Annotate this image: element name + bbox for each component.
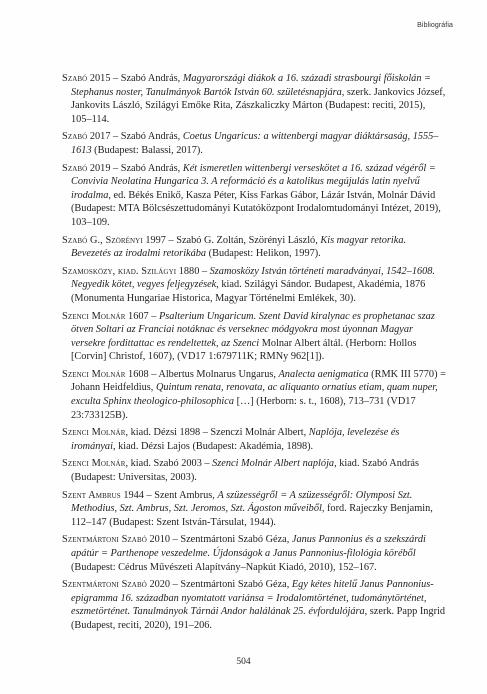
entry-text: […] (Herborn: s. t., 1608), 713–731 (VD17 23:733125B). [71, 396, 416, 421]
entry-text: (Budapest: Helikon, 1997). [206, 248, 321, 260]
entry-title: Janus Pannonius és a szekszárdi apátúr = Parthenope veszedelme. Újdonságok a Janus Pannonius-filológia köréből [71, 534, 426, 559]
entry-title: A szüzességről = A szüzességről: Olymposi Szt. Methodius, Szt. Ambrus, Szt. Jeromos, Szt. Ágoston műveiből [71, 489, 413, 515]
entry-text: 2020 – Szentmártoni Szabó Géza, [146, 579, 292, 591]
entry-title: Psalterium Ungaricum. Szent David kiralynac es prophetanac szaz ötven Soltari az Franciai notáknac és verseknec módgyokra most úyonnan Magyar versekre fordittattac es rendeltettek, az Szenci [71, 310, 435, 349]
entry-author: Szenci Molnár [62, 310, 126, 322]
bibliography-entry [62, 130, 446, 157]
bibliography-list [62, 72, 446, 637]
bibliography-entry [62, 310, 446, 364]
bibliography-entry [62, 234, 446, 261]
entry-text: , ed. Békés Enikő, Kasza Péter, Kiss Farkas Gábor, Lázár István, Molnár Dávid (Budapest: MTA Bölcsészettudományi Kutatóközpont Irodalomtudományi Intézet, 2019), 103–109. [71, 189, 441, 228]
entry-text: 2019 – Szabó András, [87, 162, 183, 174]
bibliography-entry [62, 265, 446, 306]
entry-author: Szentmártoni Szabó [62, 579, 147, 591]
entry-text: , kiad. Szabó András (Budapest: Universitas, 2003). [71, 458, 420, 484]
entry-text: , szerk. Jankovics József, Jankovits László, Szilágyi Emőke Rita, Zászkaliczky Márton (Budapest: reciti, 2015), 105–114. [71, 86, 446, 125]
bibliography-entry [62, 72, 446, 126]
bibliography-entry [62, 426, 446, 453]
entry-title: Coetus Ungaricus: a wittenbergi magyar diáktársaság, 1555–1613 [71, 131, 439, 156]
entry-title: Szamosközy István történeti maradványai, 1542–1608. Negyedik kötet, vegyes feljegyzések [71, 265, 436, 291]
bibliography-entry [62, 162, 446, 230]
entry-text: , kiad. Szilágyi Sándor. Budapest, Akadémia, 1876 (Monumenta Hungariae Historica, Magyar Történelmi Emlékek, 30). [71, 279, 426, 304]
entry-text: 2015 – Szabó András, [87, 73, 183, 84]
entry-text: 1997 – Szabó G. Zoltán, Szörényi László, [142, 234, 321, 246]
entry-author: Szabó G., Szörényi [62, 234, 143, 246]
bibliography-entry [62, 457, 446, 484]
page-number: 504 [236, 657, 251, 667]
entry-author: Szenci Molnár [62, 458, 126, 470]
entry-text: 1608 – Albertus Molnarus Ungarus, [125, 368, 279, 380]
entry-text: 1944 – Szent Ambrus, [120, 489, 218, 501]
entry-author: Szent Ambrus [62, 489, 121, 501]
bibliography-entry [62, 533, 446, 574]
entry-title: Két ismeretlen wittenbergi verseskötet a 16. század végéről = Convivia Neolatina Hungarica 3. A reformáció és a katolikus megújulás latin nyelvű irodalma [71, 162, 436, 201]
bibliography-entry [62, 578, 446, 632]
entry-text: , ford. Rajeczky Benjamin, 112–147 (Budapest: Szent István-Társulat, 1944). [71, 503, 433, 528]
running-head: Bibliográfia [417, 22, 453, 29]
entry-author: Szenci Molnár [62, 368, 126, 380]
entry-text: (Budapest: Cédrus Művészeti Alapítvány–Napkút Kiadó, 2010), 152–167. [71, 561, 377, 573]
entry-text: , kiad. Szabó 2003 – [125, 458, 213, 470]
entry-author: Szenci Molnár [62, 427, 126, 439]
entry-text: (RMK III 5770) = Johann Heidfeldius, [71, 368, 446, 394]
entry-title: Kis magyar retorika. Bevezetés az irodalmi retorikába [71, 234, 407, 260]
entry-title: Analecta aenigmatica [278, 368, 369, 380]
entry-text: 2017 – Szabó András, [87, 131, 183, 143]
entry-title: Naplója, levelezése és irományai [71, 427, 400, 452]
entry-title: Magyarországi diákok a 16. századi strasbourgi főiskolán = Stephanus noster, Tanulmányok Bartók István 60. születésnapjára [71, 73, 431, 98]
entry-text: 2010 – Szentmártoni Szabó Géza, [146, 534, 292, 546]
bibliography-entry [62, 489, 446, 530]
entry-text: , kiad. Dézsi 1898 – Szenczi Molnár Albert, [125, 427, 309, 439]
entry-author: Szabó [62, 162, 88, 174]
entry-author: Szabó [62, 131, 88, 143]
entry-text: (Budapest: Balassi, 2017). [91, 144, 203, 156]
entry-author: Szabó [62, 73, 88, 84]
entry-text: 1607 – [125, 310, 159, 322]
entry-title: Quintum renata, renovata, ac aliquanto ornatius etiam, quam nuper, exculta Sphinx theologico-philosophica [71, 382, 438, 408]
entry-title: Egy kétes hitelű Janus Pannonius-epigramma 16. században nyomtatott variánsa = Irodalomtörténet, tudománytörténet, eszmetörténet. Tanulmányok Tárnái Andor halálának 25. évfordulójára [71, 579, 434, 618]
entry-text: , szerk. Papp Ingrid (Budapest, reciti, 2020), 191–206. [71, 606, 446, 631]
entry-author: Szamosközy, kiad. Szilágyi [62, 265, 177, 277]
entry-text: Molnar Albert áltál. (Herborn: Hollos [Corvin] Christof, 1607), (VD17 1:679711K; RMNy 962[1]). [71, 337, 417, 363]
bibliography-entry [62, 368, 446, 422]
entry-text: 1880 – [176, 265, 210, 277]
entry-title: Szenci Molnár Albert naplója [212, 458, 335, 470]
entry-text: , kiad. Dézsi Lajos (Budapest: Akadémia, 1898). [112, 440, 314, 452]
entry-author: Szentmártoni Szabó [62, 534, 147, 546]
